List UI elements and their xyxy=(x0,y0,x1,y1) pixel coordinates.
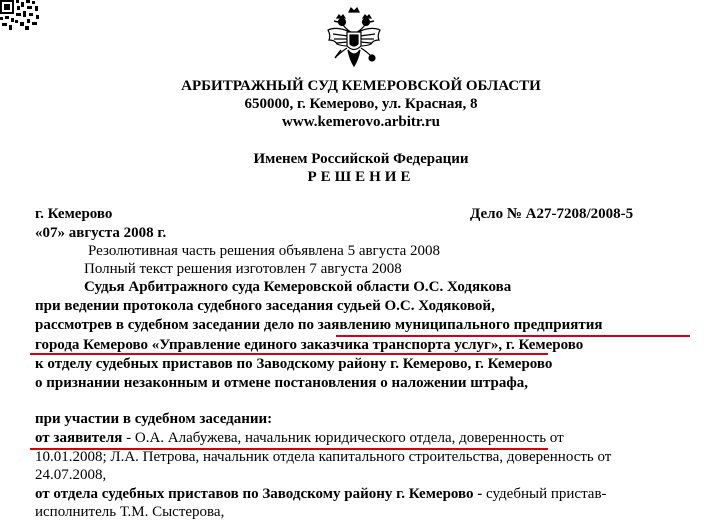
bailiff-line xyxy=(35,486,607,503)
respondent-line: к отделу судебных приставов по Заводскому району г. Кемерово, г. Кемерово xyxy=(35,356,553,372)
underline-applicant xyxy=(30,353,548,355)
from-applicant-line xyxy=(35,430,564,447)
case-number: Дело № А27-7208/2008-5 xyxy=(470,206,634,222)
decision-title: РЕШЕНИЕ xyxy=(307,169,415,185)
applicant-suffix: , г. Кемерово xyxy=(498,337,584,353)
considering-line xyxy=(35,317,602,334)
court-address: 650000, г. Кемерово, ул. Красная, 8 xyxy=(244,96,478,112)
protocol-line: при ведении протокола судебного заседания судьей О.С. Ходяковой, xyxy=(35,298,495,314)
applicant-line xyxy=(35,337,583,354)
bailiff-role: судебный пристав- xyxy=(482,486,607,502)
coat-of-arms-icon xyxy=(325,6,383,72)
from-applicant-label: от заявителя xyxy=(35,430,123,446)
from-applicant-person: - О.А. Алабужева, начальник юридического отдела, xyxy=(122,430,456,446)
considering-prefix: рассмотрев в судебном заседании дело xyxy=(35,317,295,333)
subject-line: о признании незаконным и отмене постановления о наложении штрафа, xyxy=(35,375,528,391)
city: г. Кемерово xyxy=(35,206,113,222)
court-website: www.kemerovo.arbitr.ru xyxy=(282,114,440,130)
resolution-announced: Резолютивная часть решения объявлена 5 августа 2008 xyxy=(88,243,441,259)
line-cont-2: 24.07.2008, xyxy=(35,467,107,483)
line-cont-1: 10.01.2008; Л.А. Петрова, начальник отдела капитального строительства, доверенность от xyxy=(35,449,612,465)
bailiff-label: от отдела судебных приставов по Заводскому району г. Кемерово - xyxy=(35,486,483,502)
participation-heading: при участии в судебном заседании: xyxy=(35,411,273,427)
name-line: Именем Российской Федерации xyxy=(253,151,469,167)
court-name: АРБИТРАЖНЫЙ СУД КЕМЕРОВСКОЙ ОБЛАСТИ xyxy=(181,78,541,94)
full-text-made: Полный текст решения изготовлен 7 августа 2008 xyxy=(84,261,402,277)
applicant-highlight: города Кемерово «Управление единого заказчика транспорта услуг» xyxy=(35,337,499,353)
qr-code-icon xyxy=(0,0,40,30)
considering-highlight: по заявлению муниципального предприятия xyxy=(297,317,603,333)
decision-date: «07» августа 2008 г. xyxy=(35,225,167,241)
from-applicant-rest: доверенность от xyxy=(455,430,564,446)
bailiff-cont: исполнитель Т.М. Сыстерова, xyxy=(35,504,225,520)
judge-line: Судья Арбитражного суда Кемеровской области О.С. Ходякова xyxy=(84,279,512,295)
